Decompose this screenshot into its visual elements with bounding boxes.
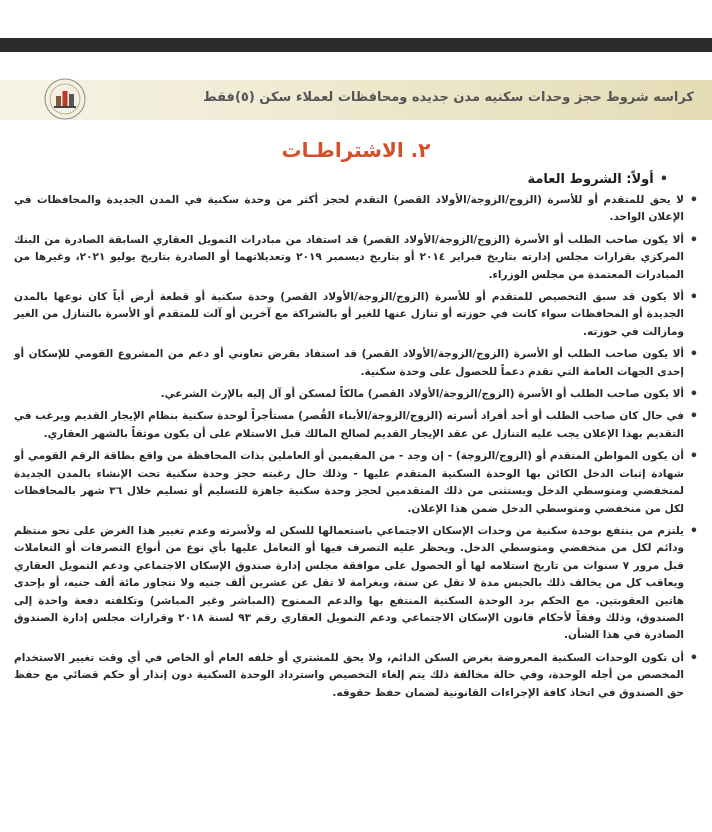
condition-item: • ألا يكون صاحب الطلب أو الأسرة (الزوج/الزوجة/الأولاد القصر) قد استفاد من مبادرات التمويل العقاري السابقة الصادرة من البنك المركزي بقرارات مجلس إدارته بتاريخ فبراير ٢٠١٤ أو بتاريخ ديسمبر ٢٠١٩ وتعديلاتهما أو الصادرة بتاريخ يوليو ٢٠٢١، وغيرها من المبادرات المعتمدة من مجلس الوزراء. bbox=[14, 232, 698, 284]
general-conditions-heading bbox=[527, 172, 668, 187]
conditions-list bbox=[14, 192, 698, 707]
housing-fund-logo-icon bbox=[40, 76, 90, 122]
bullet-icon: • bbox=[659, 172, 668, 187]
condition-item: • ألا يكون صاحب الطلب أو الأسرة (الزوج/الزوجة/الأولاد القصر) قد استفاد بقرض تعاوني أو دعم من المشروع القومي للإسكان أو إحدى الجهات العامة التي تقدم دعماً للحصول على وحدة سكنية. bbox=[14, 346, 698, 381]
document-header-title: كراسه شروط حجز وحدات سكنيه مدن جديده ومحافظات لعملاء سكن (٥)فقط bbox=[203, 90, 694, 105]
condition-item: • لا يحق للمتقدم أو للأسرة (الزوج/الزوجة/الأولاد القصر) التقدم لحجز أكثر من وحدة سكنية في المدن الجديدة والمحافظات في الإعلان الواحد. bbox=[14, 192, 698, 227]
condition-item: • في حال كان صاحب الطلب أو أحد أفراد أسرته (الزوج/الزوجة/الأبناء القُصر) مستأجراً لوحدة سكنية بنظام الإيجار القديم ويرغب في التقديم بهذا الإعلان يجب عليه التنازل عن عقد الإيجار القديم لصالح المالك قبل الاستلام على أن يكون موثقاً بالشهر العقاري. bbox=[14, 408, 698, 443]
section-title: ٢. الاشتراطـات bbox=[281, 138, 431, 162]
general-conditions-heading-text: أولاً: الشروط العامة bbox=[527, 172, 654, 187]
condition-item: • ألا يكون صاحب الطلب أو الأسرة (الزوج/الزوجة/الأولاد القصر) مالكاً لمسكن أو آل إليه بالإرث الشرعي. bbox=[14, 386, 698, 403]
condition-item: • أن تكون الوحدات السكنية المعروضة بغرض السكن الدائم، ولا يحق للمشتري أو خلفه العام أو الخاص في أي وقت تغيير الاستخدام المخصص من أجله الوحدة، وفي حالة مخالفة ذلك يتم إلغاء التخصيص واسترداد الوحدة السكنية دون إنذار أو حكم قضائي مع حفظ حق الصندوق في اتخاذ كافة الإجراءات القانونية لضمان حفظ حقوقه. bbox=[14, 650, 698, 702]
condition-item: • أن يكون المواطن المتقدم أو (الزوج/الزوجة) - إن وجد - من المقيمين أو العاملين بذات المحافظة من واقع بطاقة الرقم القومي أو شهادة إثبات الدخل الكائن بها الوحدة السكنية المتقدم عليها - وذلك حال رغبته حجز وحدة سكنية تحت الإنشاء بالمدن الجديدة لمنخفضي ومتوسطي الدخل ويستثنى من ذلك المتقدمين لحجز وحدة سكنية جاهزة للتسليم أو تسليم خلال ٣٦ شهر بالمحافظات لكل من منخفضي ومتوسطي الدخل ضمن هذا الإعلان. bbox=[14, 448, 698, 518]
condition-item: • ألا يكون قد سبق التخصيص للمتقدم أو للأسرة (الزوج/الزوجة/الأولاد القصر) وحدة سكنية أو قطعة أرض أياً كان نوعها بالمدن الجديدة أو المحافظات سواء كانت في حوزته أو تنازل عنها للغير أو بالشراكة مع آخرين أو آلت للمتقدم أو الأسرة بالتنازل من الغير ومازالت في حوزته. bbox=[14, 289, 698, 341]
condition-item: • يلتزم من ينتفع بوحدة سكنية من وحدات الإسكان الاجتماعي باستعمالها للسكن له ولأسرته وعدم تغيير هذا الغرض على نحو منتظم ودائم لكل من منخفضي ومتوسطي الدخل. ويحظر عليه التصرف فيها أو التعامل عليها بأي نوع من أنواع التصرفات أو التعاملات قبل مرور ٧ سنوات من تاريخ استلامه لها أو الحصول على موافقة مجلس إدارة صندوق الإسكان الاجتماعي ودعم التمويل العقاري ويعاقب كل من يخالف ذلك بالحبس مدة لا تقل عن سنة، وبغرامة لا تقل عن عشرين ألف جنيه ولا تتجاوز مائة ألف جنيه، أو بإحدى هاتين العقوبتين. مع الحكم برد الوحدة السكنية المنتفع بها والدعم الممنوح (المباشر وغير المباشر) وتكلفته دفعة واحدة إلى الصندوق، وذلك وفقاً لأحكام قانون الإسكان الاجتماعي ودعم التمويل العقاري رقم ٩٣ لسنة ٢٠١٨ وقرارات مجلس إدارة الصندوق الصادرة في هذا الشأن. bbox=[14, 523, 698, 645]
top-bar bbox=[0, 38, 712, 52]
